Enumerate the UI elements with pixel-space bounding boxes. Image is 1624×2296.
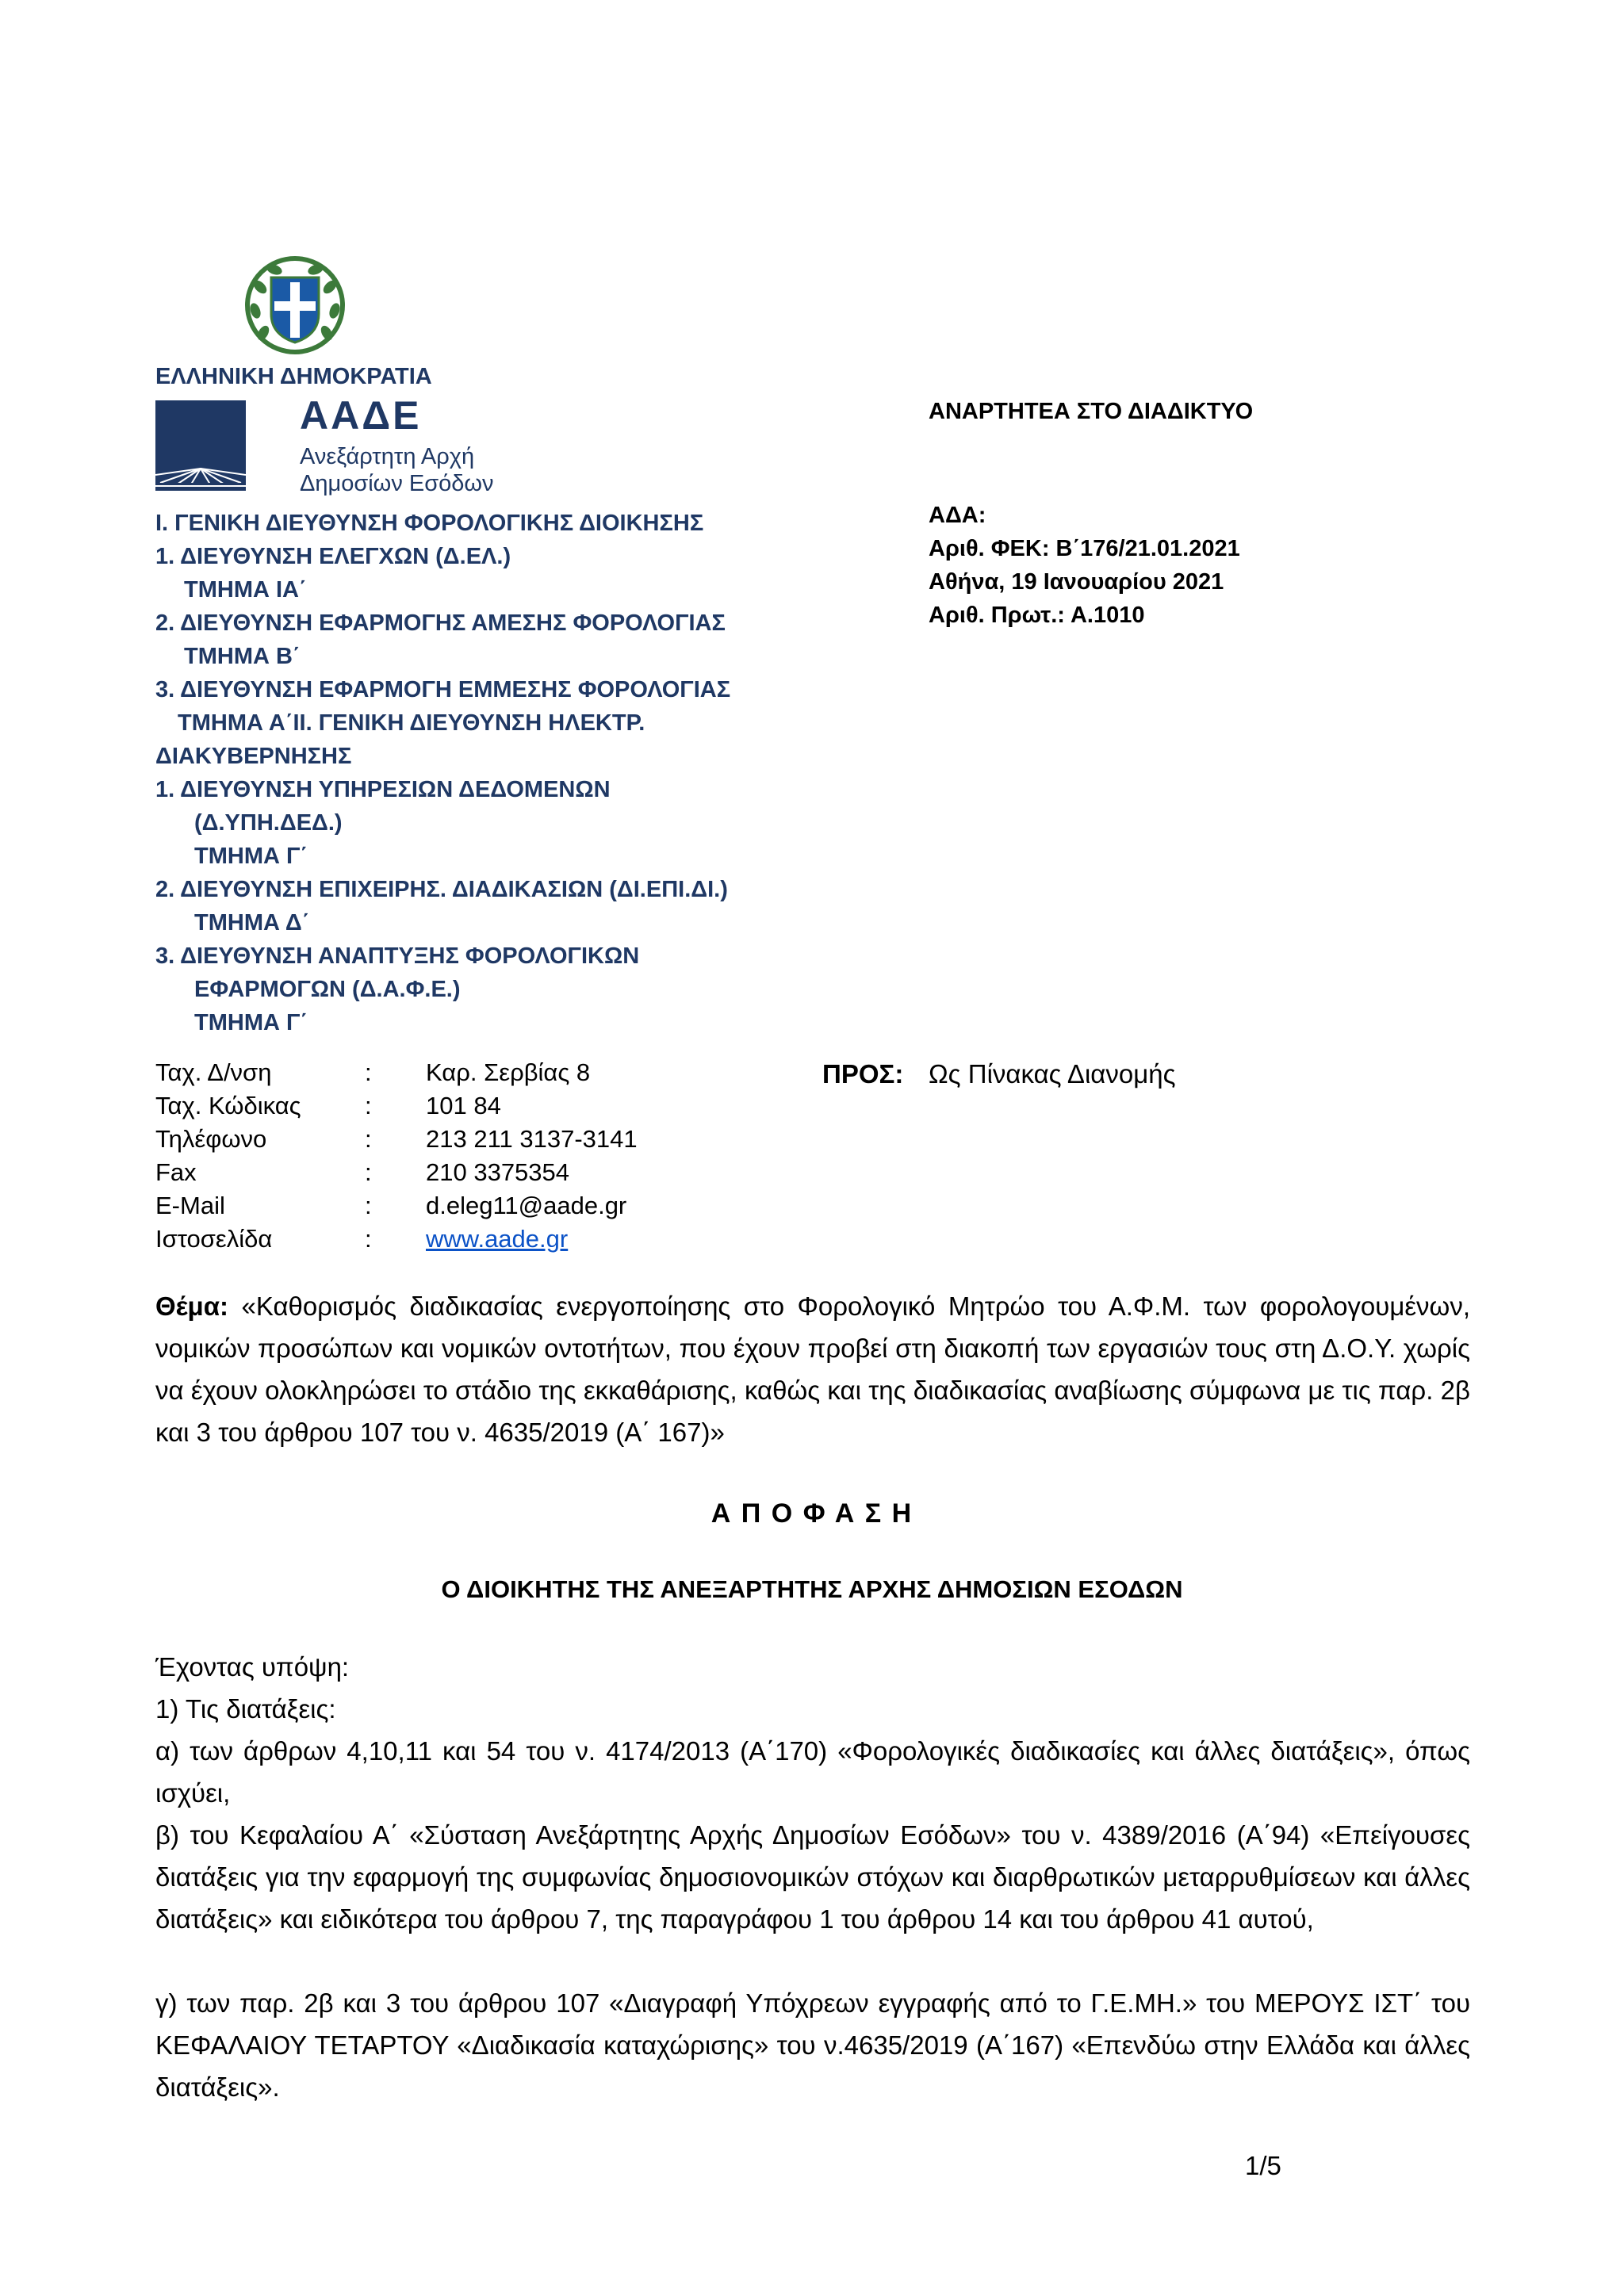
republic-label: ΕΛΛΗΝΙΚΗ ΔΗΜΟΚΡΑΤΙΑ (155, 364, 432, 389)
department-line: ΤΜΗΜΑ Β΄ (184, 644, 301, 669)
ada-label: ΑΔΑ: (929, 503, 986, 528)
contact-label: E-Mail (155, 1192, 225, 1219)
fek-number: Αριθ. ΦΕΚ: Β΄176/21.01.2021 (929, 536, 1240, 561)
recipient-label: ΠΡΟΣ: (822, 1059, 904, 1089)
body-item-a: α) των άρθρων 4,10,11 και 54 του ν. 4174/2013 (Α΄170) «Φορολογικές διαδικασίες και άλλες διατάξεις», όπως ισχύει, (155, 1736, 1470, 1808)
department-line: ΤΜΗΜΑ Γ΄ (194, 844, 308, 869)
department-line: ΤΜΗΜΑ Α΄ΙΙ. ΓΕΝΙΚΗ ΔΙΕΥΘΥΝΣΗ ΗΛΕΚΤΡ. (178, 710, 645, 736)
website-link[interactable]: www.aade.gr (426, 1225, 569, 1253)
department-line: ΤΜΗΜΑ ΙΑ΄ (184, 577, 307, 603)
aade-logo-subtitle-1: Ανεξάρτητη Αρχή (300, 444, 475, 469)
protocol-number: Αριθ. Πρωτ.: Α.1010 (929, 603, 1145, 628)
decision-title: Α Π Ο Φ Α Σ Η (710, 1498, 914, 1529)
department-line: 3. ΔΙΕΥΘΥΝΣΗ ΕΦΑΡΜΟΓΗ ΕΜΜΕΣΗΣ ΦΟΡΟΛΟΓΙΑΣ (155, 677, 731, 702)
contact-label: Ταχ. Δ/νση (155, 1058, 272, 1086)
document-date: Αθήνα, 19 Ιανουαρίου 2021 (929, 569, 1224, 595)
contact-colon: : (365, 1125, 372, 1153)
subject-paragraph (155, 1285, 1470, 1453)
contact-value: 210 3375354 (426, 1158, 570, 1186)
department-line: ΔΙΑΚΥΒΕΡΝΗΣΗΣ (155, 744, 352, 769)
contact-colon: : (365, 1158, 372, 1186)
publish-note: ΑΝΑΡΤΗΤΕΑ ΣΤΟ ΔΙΑΔΙΚΤΥΟ (929, 399, 1254, 424)
department-line: Ι. ΓΕΝΙΚΗ ΔΙΕΥΘΥΝΣΗ ΦΟΡΟΛΟΓΙΚΗΣ ΔΙΟΙΚΗΣΗΣ (155, 511, 704, 536)
subject-label: Θέμα: (155, 1292, 229, 1321)
authority-title: Ο ΔΙΟΙΚΗΤΗΣ ΤΗΣ ΑΝΕΞΑΡΤΗΤΗΣ ΑΡΧΗΣ ΔΗΜΟΣΙΩΝ ΕΣΟΔΩΝ (441, 1575, 1183, 1603)
contact-colon: : (365, 1092, 372, 1119)
department-line: 3. ΔΙΕΥΘΥΝΣΗ ΑΝΑΠΤΥΞΗΣ ΦΟΡΟΛΟΓΙΚΩΝ (155, 943, 640, 969)
department-line: ΤΜΗΜΑ Δ΄ (194, 910, 310, 936)
aade-logo-subtitle-2: Δημοσίων Εσόδων (300, 471, 494, 496)
contact-value: 101 84 (426, 1092, 501, 1119)
contact-label: Τηλέφωνο (155, 1125, 267, 1153)
department-line: 2. ΔΙΕΥΘΥΝΣΗ ΕΠΙΧΕΙΡΗΣ. ΔΙΑΔΙΚΑΣΙΩΝ (ΔΙ.ΕΠΙ.ΔΙ.) (155, 877, 728, 902)
body-item-b: β) του Κεφαλαίου Α΄ «Σύσταση Ανεξάρτητης Αρχής Δημοσίων Εσόδων» του ν. 4389/2016 (Α΄94) «Επείγουσες διατάξεις για την εφαρμογή της συμφωνίας δημοσιονομικών στόχων και διαρθρωτικών μεταρρυθμίσεων και άλλες διατάξεις» και ειδικότερα του άρθρου 7, της παραγράφου 1 του άρθρου 14 και του άρθρου 41 αυτού, (155, 1820, 1470, 1934)
body-item-c: γ) των παρ. 2β και 3 του άρθρου 107 «Διαγραφή Υπόχρεων εγγραφής από το Γ.Ε.ΜΗ.» του ΜΕΡΟΥΣ ΙΣΤ΄ του ΚΕΦΑΛΑΙΟΥ ΤΕΤΑΡΤΟΥ «Διαδικασία καταχώρισης» του ν.4635/2019 (Α΄167) «Επενδύω στην Ελλάδα και άλλες διατάξεις». (155, 1988, 1470, 2102)
contact-value: d.eleg11@aade.gr (426, 1192, 627, 1219)
contact-value: Καρ. Σερβίας 8 (426, 1058, 591, 1086)
department-line: (Δ.ΥΠΗ.ΔΕΔ.) (194, 810, 343, 836)
contact-colon: : (365, 1225, 372, 1253)
contact-colon: : (365, 1192, 372, 1219)
body-intro: Έχοντας υπόψη: (155, 1652, 350, 1682)
department-line: 2. ΔΙΕΥΘΥΝΣΗ ΕΦΑΡΜΟΓΗΣ ΑΜΕΣΗΣ ΦΟΡΟΛΟΓΙΑΣ (155, 610, 726, 636)
department-line: 1. ΔΙΕΥΘΥΝΣΗ ΕΛΕΓΧΩΝ (Δ.ΕΛ.) (155, 544, 511, 569)
contact-label: Ταχ. Κώδικας (155, 1092, 301, 1119)
department-line: ΤΜΗΜΑ Γ΄ (194, 1010, 308, 1035)
aade-logo-mark-icon (155, 400, 246, 491)
department-line: ΕΦΑΡΜΟΓΩΝ (Δ.Α.Φ.Ε.) (194, 977, 461, 1002)
subject-text: «Καθορισμός διαδικασίας ενεργοποίησης στο Φορολογικό Μητρώο του Α.Φ.Μ. των φορολογουμένων, νομικών προσώπων και νομικών οντοτήτων, που έχουν προβεί στη διακοπή των εργασιών τους στη Δ.Ο.Υ. χωρίς να έχουν ολοκληρώσει το στάδιο της εκκαθάρισης, καθώς και της διαδικασίας αναβίωσης σύμφωνα με τις παρ. 2β και 3 του άρθρου 107 του ν. 4635/2019 (Α΄ 167)» (155, 1292, 1470, 1447)
contact-label: Ιστοσελίδα (155, 1225, 273, 1253)
contact-value: 213 211 3137-3141 (426, 1125, 638, 1153)
contact-label: Fax (155, 1158, 197, 1186)
aade-logo-title: ΑΑΔΕ (300, 393, 422, 438)
contact-colon: : (365, 1058, 372, 1086)
department-line: 1. ΔΙΕΥΘΥΝΣΗ ΥΠΗΡΕΣΙΩΝ ΔΕΔΟΜΕΝΩΝ (155, 777, 611, 802)
page-number: 1/5 (1245, 2151, 1281, 2180)
body-item-1: 1) Τις διατάξεις: (155, 1694, 336, 1724)
recipient-value: Ως Πίνακας Διανομής (929, 1059, 1176, 1089)
greek-emblem-icon (244, 255, 346, 355)
